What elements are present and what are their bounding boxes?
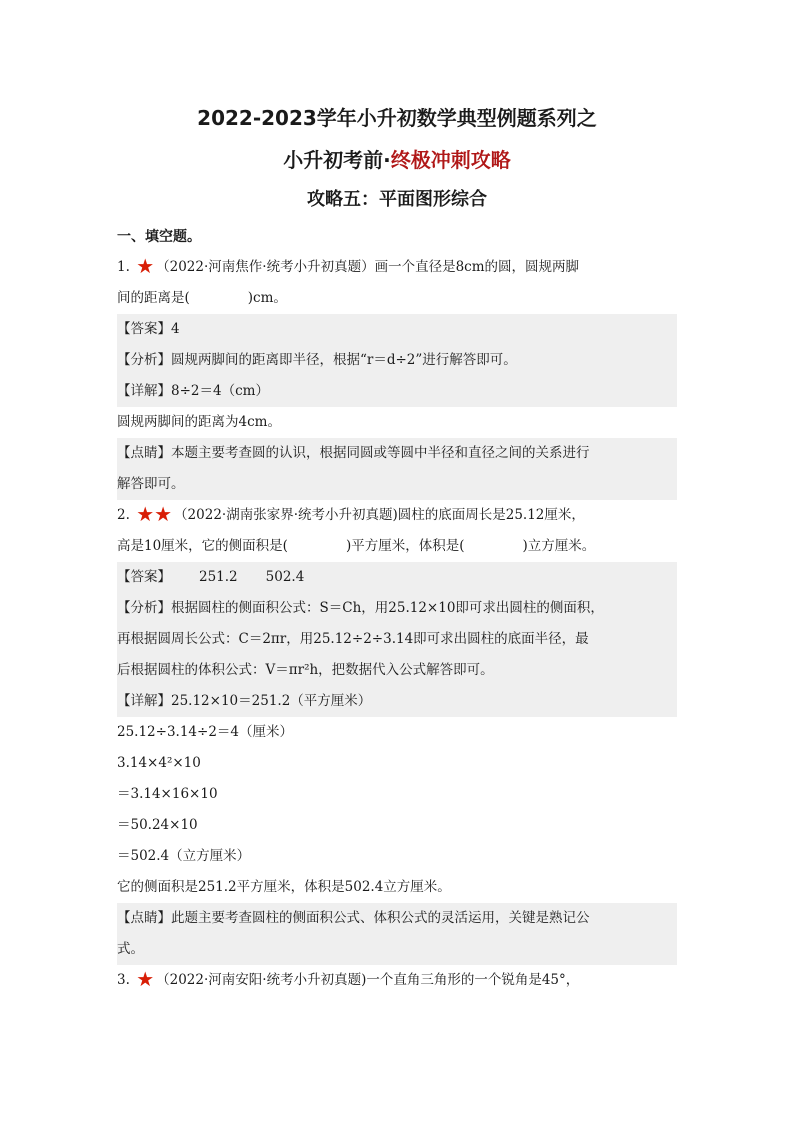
comment-text: 本题主要考查圆的认识，根据同圆或等圆中半径和直径之间的关系进行: [171, 445, 590, 461]
star-icon: ★★: [136, 502, 173, 526]
q2-analysis: [117, 593, 677, 624]
q1-line1: [117, 252, 677, 283]
q1-line2: [117, 283, 677, 314]
document-subtitle: [117, 142, 677, 178]
comment-tag: 【点睛】: [117, 910, 171, 926]
q1-comment: [117, 438, 677, 469]
q2-text1: （2022·湖南张家界·统考小升初真题)圆柱的底面周长是25.12厘米，: [174, 507, 585, 523]
analysis-tag: 【分析】: [117, 600, 171, 616]
subtitle-black: 小升初考前·: [283, 148, 391, 172]
answer-tag: 【答案】: [117, 321, 171, 337]
answer-value: 4: [171, 321, 180, 337]
q3-line1: [117, 965, 677, 996]
q2-analysis3: 后根据圆柱的体积公式：V＝πr²h，把数据代入公式解答即可。: [117, 655, 677, 686]
q2-detail: [117, 686, 677, 717]
analysis-tag: 【分析】: [117, 352, 171, 368]
document-title: 2022-2023学年小升初数学典型例题系列之: [197, 106, 597, 130]
q1-number: 1.: [117, 259, 130, 275]
section-title: 攻略五：平面图形综合: [307, 189, 487, 210]
q2-detail2: 25.12÷3.14÷2＝4（厘米）: [117, 724, 294, 740]
q2-detail4: ＝3.14×16×10: [117, 786, 218, 802]
q2-detail5: ＝50.24×10: [117, 817, 198, 833]
answer-value-1: 251.2: [199, 569, 238, 585]
q2-number: 2.: [117, 507, 130, 523]
comment-text: 此题主要考查圆柱的侧面积公式、体积公式的灵活运用，关键是熟记公: [171, 910, 590, 926]
q3-number: 3.: [117, 972, 130, 988]
q2-line2: [117, 531, 677, 562]
q2-answer: [117, 562, 677, 593]
q1-text2b: )cm。: [247, 290, 287, 306]
q1-text1: （2022·河南焦作·统考小升初真题）画一个直径是8cm的圆，圆规两脚: [156, 259, 580, 275]
q2-detail7: 它的侧面积是251.2平方厘米，体积是502.4立方厘米。: [117, 879, 451, 895]
star-icon: ★: [136, 254, 155, 278]
q1-comment2: 解答即可。: [117, 469, 677, 500]
q2-text2b: )平方厘米，体积是(: [345, 538, 465, 554]
q3-text1: （2022·河南安阳·统考小升初真题)一个直角三角形的一个锐角是45°，: [156, 972, 580, 988]
q2-line1: [117, 500, 677, 531]
analysis-text: 圆规两脚间的距离即半径，根据“r＝d÷2”进行解答即可。: [171, 352, 517, 368]
detail-tag: 【详解】: [117, 693, 171, 709]
q2-comment: [117, 903, 677, 934]
part-heading: 一、填空题。: [117, 229, 201, 245]
q1-text2a: 间的距离是(: [117, 290, 190, 306]
answer-tag: 【答案】: [117, 569, 171, 585]
q2-comment2: 式。: [117, 934, 677, 965]
detail-text: 8÷2＝4（cm）: [171, 383, 269, 399]
subtitle-red: 终极冲刺攻略: [390, 148, 511, 172]
q1-analysis: [117, 345, 677, 376]
detail-text: 25.12×10＝251.2（平方厘米）: [171, 693, 372, 709]
comment-tag: 【点睛】: [117, 445, 171, 461]
analysis-text: 根据圆柱的侧面积公式：S＝Ch，用25.12×10即可求出圆柱的侧面积，: [171, 600, 604, 616]
star-icon: ★: [136, 967, 155, 991]
q1-answer: [117, 314, 677, 345]
q2-analysis2: 再根据圆周长公式：C＝2πr，用25.12÷2÷3.14即可求出圆柱的底面半径，最: [117, 624, 677, 655]
q2-detail6: ＝502.4（立方厘米）: [117, 848, 251, 864]
detail-tag: 【详解】: [117, 383, 171, 399]
q2-text2a: 高是10厘米，它的侧面积是(: [117, 538, 288, 554]
document-page: [117, 100, 677, 996]
q1-detail: [117, 376, 677, 407]
q2-detail3: 3.14×4²×10: [117, 755, 201, 771]
q2-text2c: )立方厘米。: [522, 538, 596, 554]
q1-detail2: 圆规两脚间的距离为4cm。: [117, 414, 281, 430]
answer-value-2: 502.4: [265, 569, 305, 585]
